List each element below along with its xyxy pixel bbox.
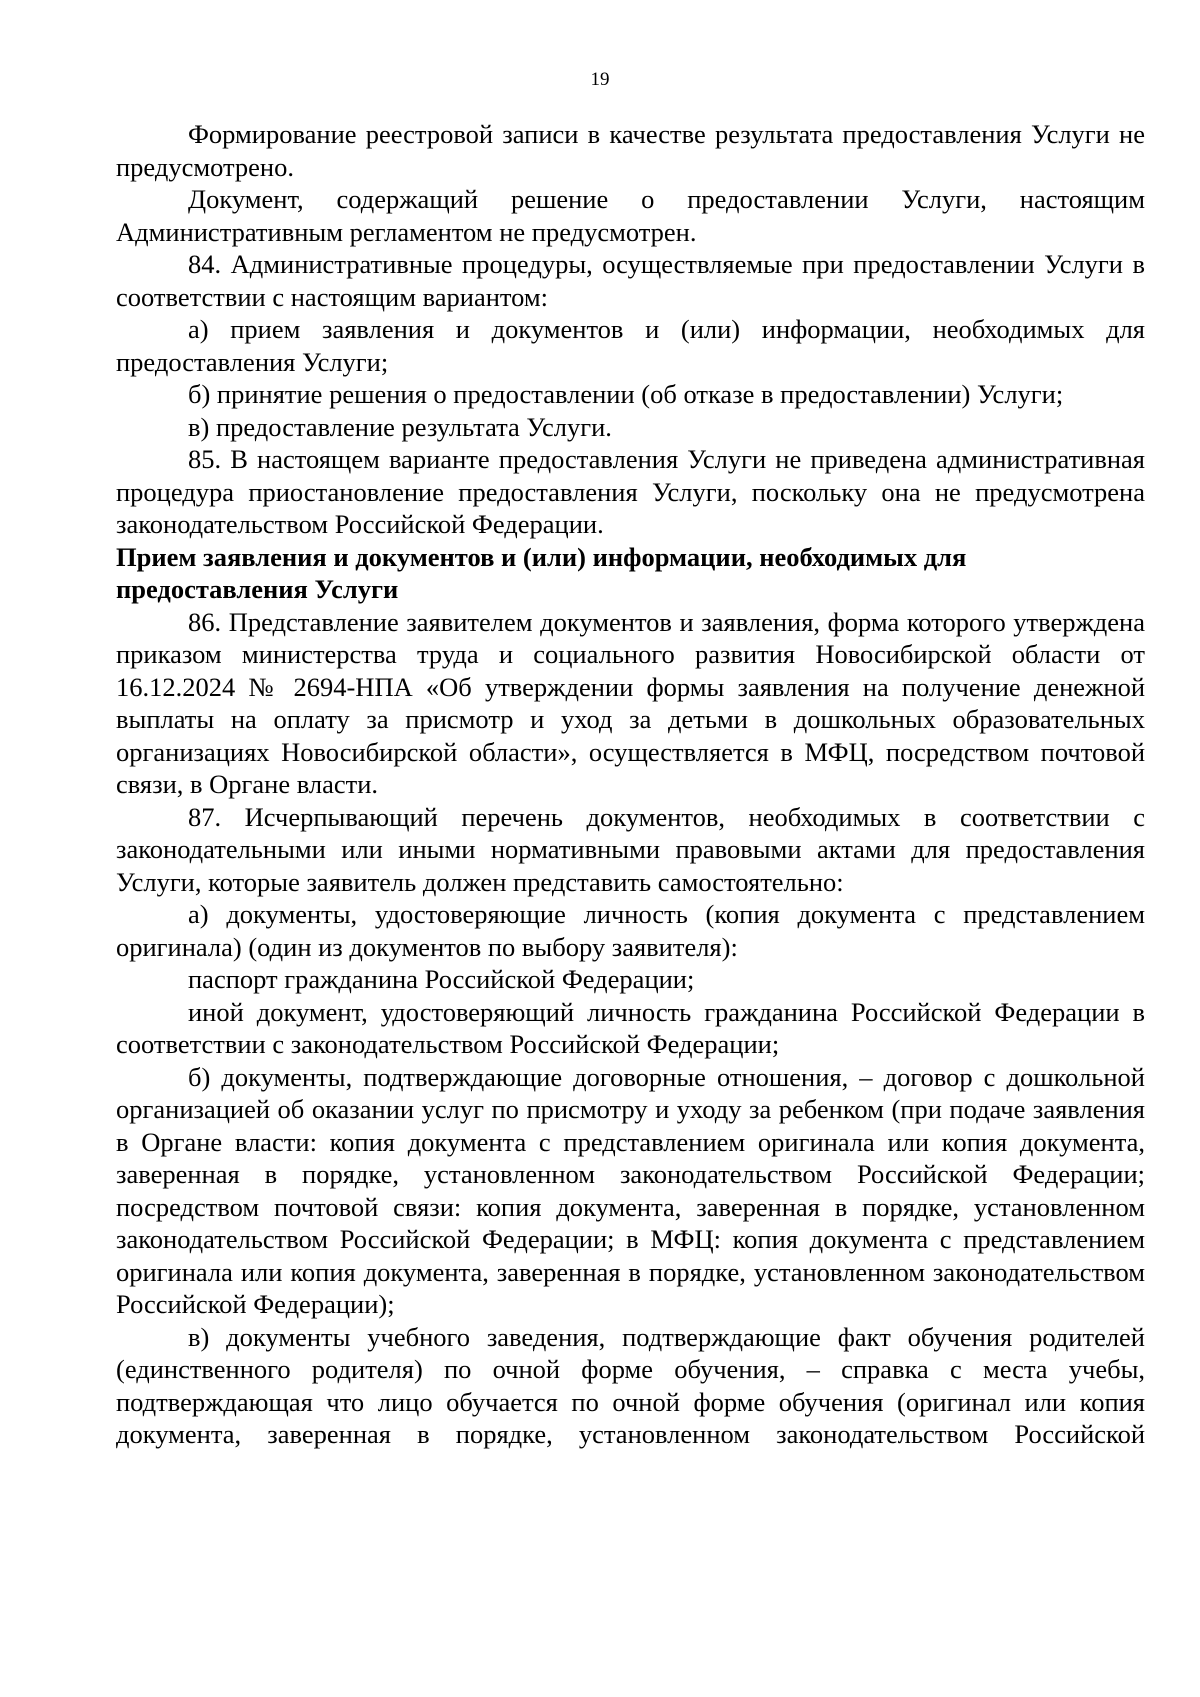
list-item-v: в) предоставление результата Услуги. <box>188 411 612 442</box>
page-number: 19 <box>590 69 610 90</box>
paragraph-86: 86. Представление заявителем документов и заявления, форма которого утверждена приказом министерства труда и социального развития Новосибирской области от 16.12.2024 № 2694-НПА «Об утверждении формы заявления на получение денежной выплаты на оплату за присмотр и уход за детьми в дошкольных образовательных организациях Новосибирской области», осуществляется в МФЦ, посредством почтовой связи, в Органе власти. <box>116 606 1145 799</box>
paragraph-85: 85. В настоящем варианте предоставления Услуги не приведена административная процедура приостановление предоставления Услуги, поскольку она не предусмотрена законодательством Российской Федерации. <box>116 444 1145 539</box>
paragraph-84: 84. Административные процедуры, осуществляемые при предоставлении Услуги в соответствии с настоящим вариантом: <box>116 249 1145 312</box>
list-item-a: а) прием заявления и документов и (или) информации, необходимых для предоставления Услуги; <box>116 314 1145 377</box>
paragraph: Формирование реестровой записи в качестве результата предоставления Услуги не предусмотрено. <box>116 119 1145 182</box>
paragraph: Документ, содержащий решение о предоставлении Услуги, настоящим Административным регламентом не предусмотрен. <box>116 184 1145 247</box>
list-item-a: а) документы, удостоверяющие личность (копия документа с представлением оригинала) (один из документов по выбору заявителя): <box>116 899 1145 962</box>
list-item-b: б) документы, подтверждающие договорные отношения, – договор с дошкольной организацией об оказании услуг по присмотру и уходу за ребенком (при подаче заявления в Органе власти: копия документа с представлением оригинала или копия документа, заверенная в порядке, установленном законодательством Российской Федерации; посредством почтовой связи: копия документа, заверенная в порядке, установленном законодательством Российской Федерации; в МФЦ: копия документа с представлением оригинала или копия документа, заверенная в порядке, установленном законодательством Российской Федерации); <box>116 1061 1145 1319</box>
list-subitem: паспорт гражданина Российской Федерации; <box>188 964 695 994</box>
section-heading-line-2: предоставления Услуги <box>116 574 399 604</box>
section-heading-line-1: Прием заявления и документов и (или) информации, необходимых для <box>116 541 967 572</box>
list-item-v: в) документы учебного заведения, подтверждающие факт обучения родителей (единственного родителя) по очной форме обучения, – справка с места учебы, подтверждающая что лицо обучается по очной форме обучения (оригинал или копия документа, заверенная в порядке, установленном законодательством Российской <box>116 1321 1145 1449</box>
paragraph-87: 87. Исчерпывающий перечень документов, необходимых в соответствии с законодательными или иными нормативными правовыми актами для предоставления Услуги, которые заявитель должен представить самостоятельно: <box>116 801 1145 897</box>
list-subitem: иной документ, удостоверяющий личность гражданина Российской Федерации в соответствии с законодательством Российской Федерации; <box>116 996 1145 1059</box>
list-item-b: б) принятие решения о предоставлении (об отказе в предоставлении) Услуги; <box>188 379 1064 409</box>
section-heading <box>116 541 1145 606</box>
document-body <box>116 118 1145 1451</box>
